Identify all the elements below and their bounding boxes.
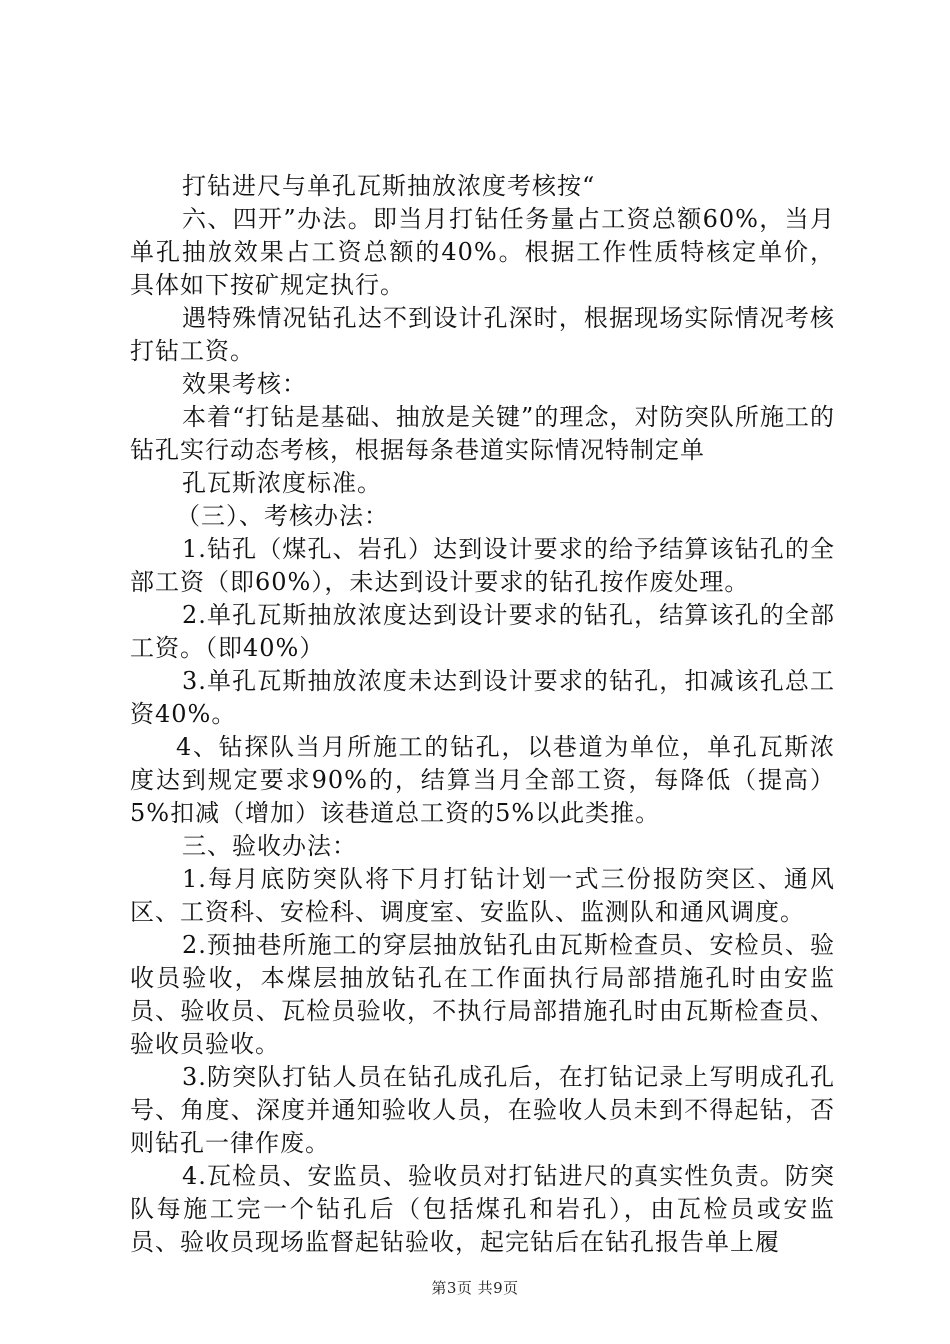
section-heading-acceptance-method: 三、验收办法： [182, 832, 357, 860]
section-heading-assessment-method: （三）、考核办法： [176, 502, 389, 530]
paragraph-6: 孔瓦斯浓度标准。 [182, 469, 382, 497]
paragraph-3: 遇特殊情况钻孔达不到设计孔深时，根据现场实际情况考核打钻工资。 [130, 304, 835, 365]
paragraph-11: 4、钻探队当月所施工的钻孔，以巷道为单位，单孔瓦斯浓度达到规定要求90%的，结算当月全部工资，每降低（提高）5%扣减（增加）该巷道总工资的5%以此类推。 [130, 733, 835, 827]
paragraph-9: 2.单孔瓦斯抽放浓度达到设计要求的钻孔，结算该孔的全部工资。（即40%） [130, 601, 835, 662]
paragraph-10: 3.单孔瓦斯抽放浓度未达到设计要求的钻孔，扣减该孔总工资40%。 [130, 667, 835, 728]
paragraph-14: 2.预抽巷所施工的穿层抽放钻孔由瓦斯检查员、安检员、验收员验收，本煤层抽放钻孔在工作面执行局部措施孔时由安监员、验收员、瓦检员验收，不执行局部措施孔时由瓦斯检查员、验收员验收。 [130, 931, 835, 1058]
paragraph-13: 1.每月底防突队将下月打钻计划一式三份报防突区、通风区、工资科、安检科、调度室、安监队、监测队和通风调度。 [130, 865, 835, 926]
paragraph-5: 本着“打钻是基础、抽放是关键”的理念，对防突队所施工的钻孔实行动态考核，根据每条巷道实际情况特制定单 [130, 403, 835, 464]
paragraph-2: 六、四开”办法。即当月打钻任务量占工资总额60%，当月单孔抽放效果占工资总额的40%。根据工作性质特核定单价，具体如下按矿规定执行。 [130, 205, 835, 299]
paragraph-15: 3.防突队打钻人员在钻孔成孔后，在打钻记录上写明成孔孔号、角度、深度并通知验收人员，在验收人员未到不得起钻，否则钻孔一律作废。 [130, 1063, 835, 1157]
paragraph-4: 效果考核： [182, 370, 307, 398]
paragraph-1: 打钻进尺与单孔瓦斯抽放浓度考核按“ [182, 172, 596, 200]
paragraph-16: 4.瓦检员、安监员、验收员对打钻进尺的真实性负责。防突队每施工完一个钻孔后（包括煤孔和岩孔），由瓦检员或安监员、验收员现场监督起钻验收，起完钻后在钻孔报告单上履 [130, 1162, 835, 1256]
page-footer: 第3页 共9页 [431, 1279, 519, 1297]
document-body [130, 170, 835, 1259]
paragraph-8: 1.钻孔（煤孔、岩孔）达到设计要求的给予结算该钻孔的全部工资（即60%），未达到设计要求的钻孔按作废处理。 [130, 535, 835, 596]
